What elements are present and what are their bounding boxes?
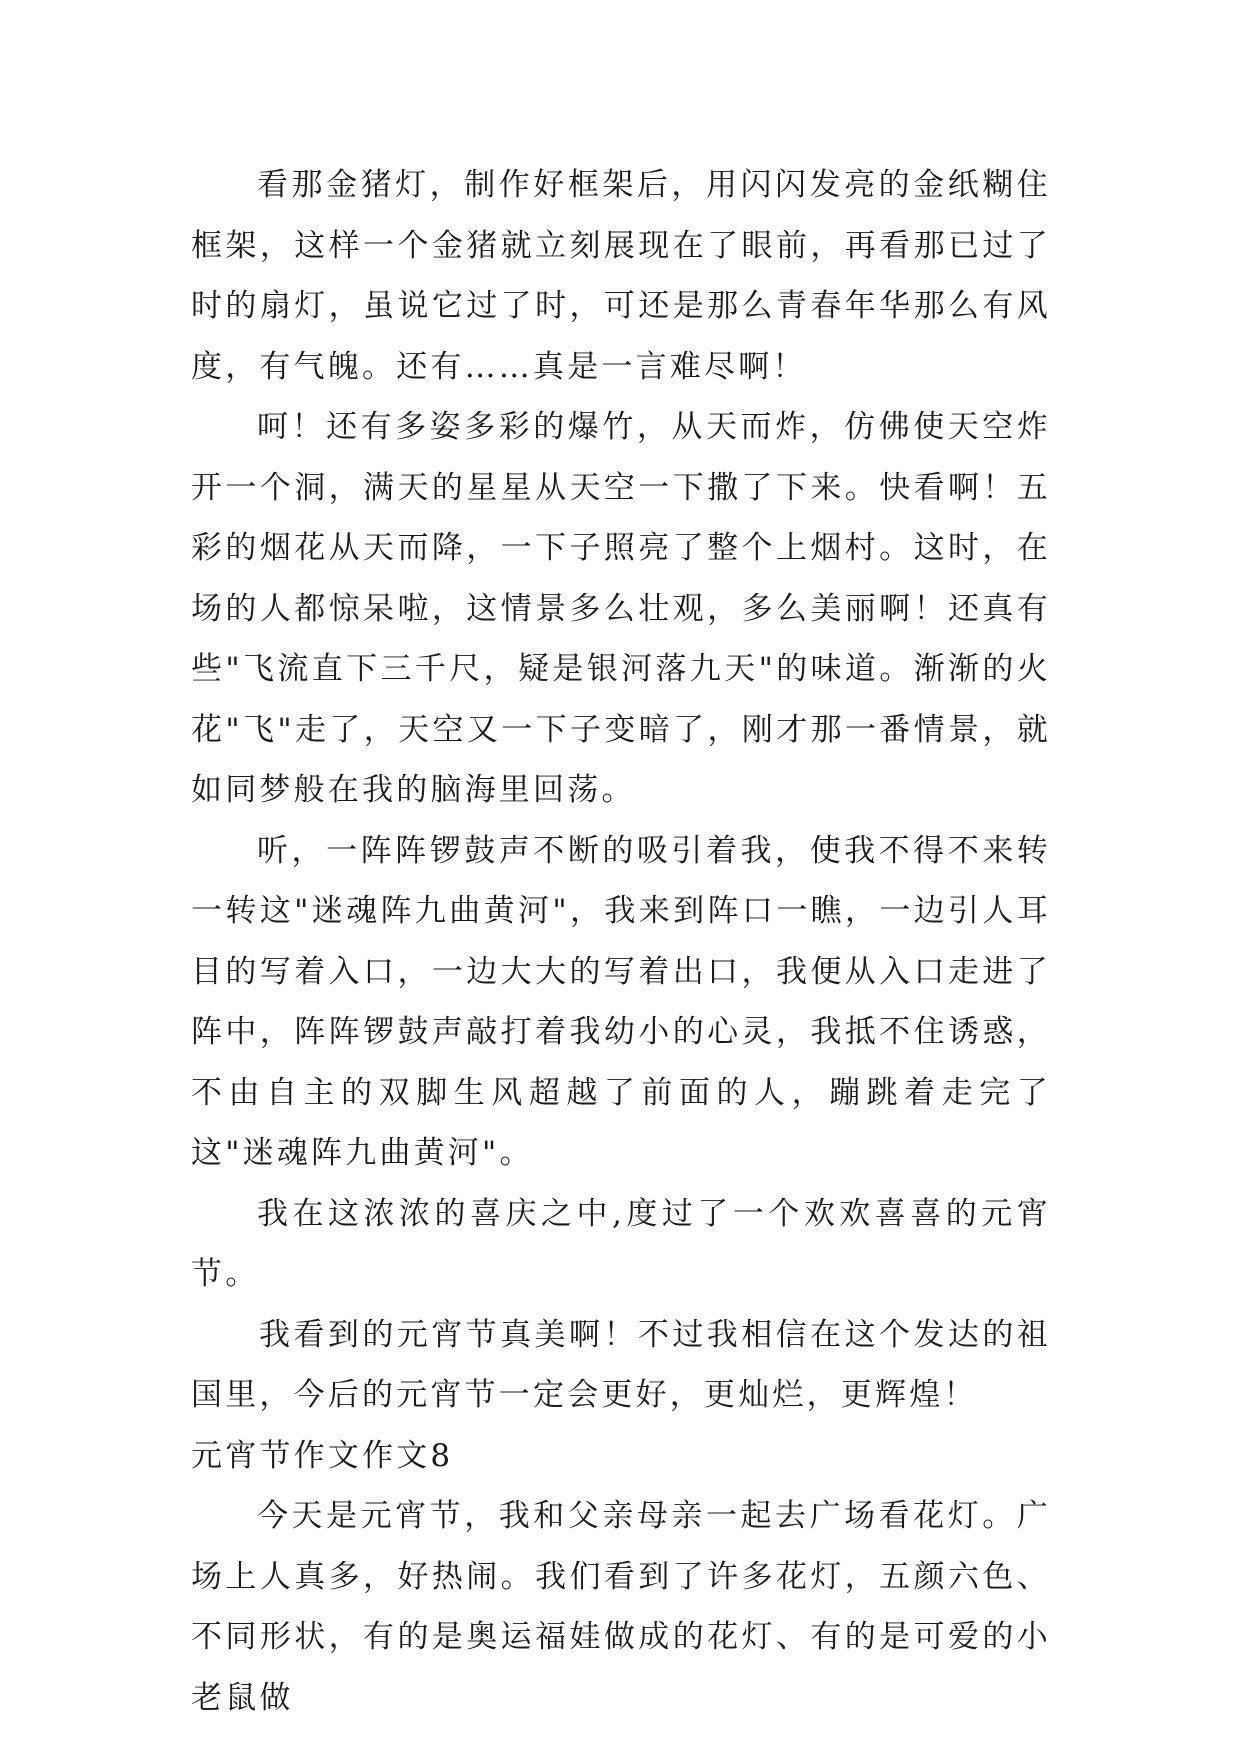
paragraph-fireworks: 呵！还有多姿多彩的爆竹，从天而炸，仿佛使天空炸开一个洞，满天的星星从天空一下撒了下来。快看啊！五彩的烟花从天而降，一下子照亮了整个上烟村。这时，在场的人都惊呆啦，这情景多么壮观，多么美丽啊！还真有些"飞流直下三千尺，疑是银河落九天"的味道。渐渐的火花"飞"走了，天空又一下子变暗了，刚才那一番情景，就如同梦般在我的脑海里回荡。 (191, 409, 1051, 808)
section-heading: 元宵节作文作文8 (191, 1437, 454, 1474)
paragraph-lantern-square: 今天是元宵节，我和父亲母亲一起去广场看花灯。广场上人真多，好热闹。我们看到了许多花灯，五颜六色、不同形状，有的是奥运福娃做成的花灯、有的是可爱的小老鼠做 (191, 1498, 1051, 1716)
paragraph-festive-day: 我在这浓浓的喜庆之中,度过了一个欢欢喜喜的元宵节。 (191, 1195, 1051, 1292)
paragraph-golden-pig-lantern: 看那金猪灯，制作好框架后，用闪闪发亮的金纸糊住框架，这样一个金猪就立刻展现在了眼前，再看那已过了时的扇灯，虽说它过了时，可还是那么青春年华那么有风度，有气魄。还有……真是一言难尽啊！ (191, 167, 1051, 385)
paragraph-drum-maze: 听，一阵阵锣鼓声不断的吸引着我，使我不得不来转一转这"迷魂阵九曲黄河"，我来到阵口一瞧，一边引人耳目的写着入口，一边大大的写着出口，我便从入口走进了阵中，阵阵锣鼓声敲打着我幼小的心灵，我抵不住诱惑，不由自主的双脚生风超越了前面的人，蹦跳着走完了这"迷魂阵九曲黄河"。 (191, 832, 1051, 1171)
document-body (191, 155, 1051, 1728)
paragraph-conclusion: 我看到的元宵节真美啊！不过我相信在这个发达的祖国里，今后的元宵节一定会更好，更灿烂，更辉煌！ (191, 1316, 1051, 1413)
